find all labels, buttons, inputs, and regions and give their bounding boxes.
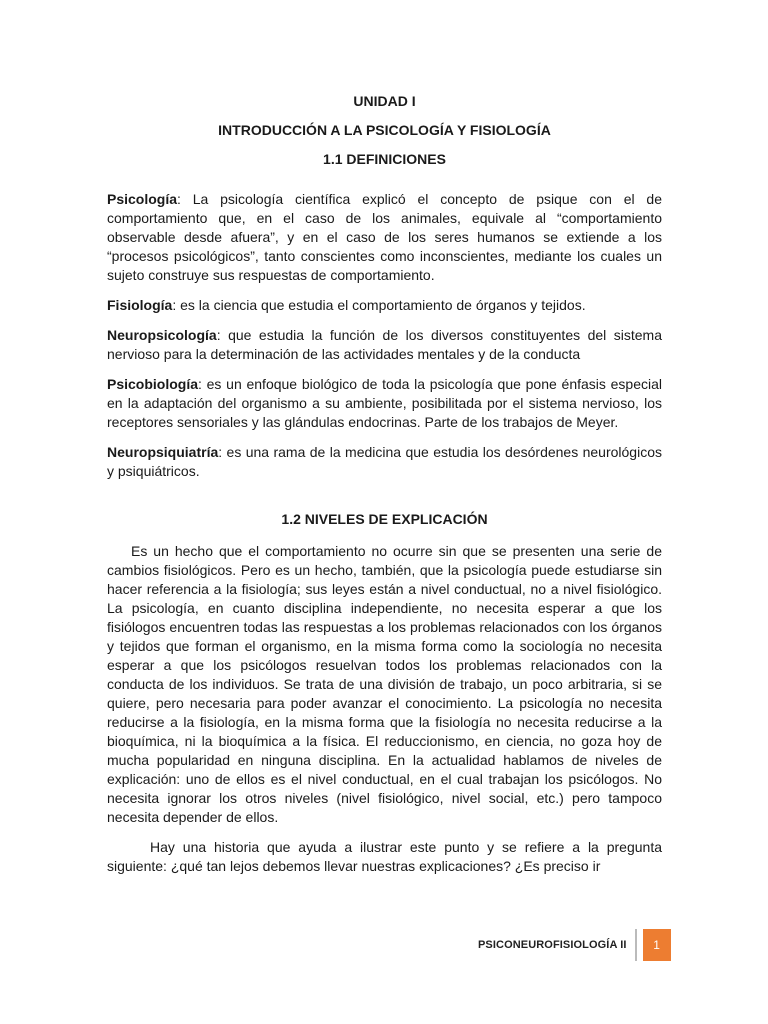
definition-term: Neuropsiquiatría (107, 444, 219, 460)
definition-text: : es un enfoque biológico de toda la psicología que pone énfasis especial en la adaptación del organismo a su ambiente, posibilitada por el sistema nervioso, los receptores sensoriales y las glándulas endocrinas. Parte de los trabajos de Meyer. (107, 376, 662, 430)
definition-neuropsiquiatria (107, 443, 662, 481)
definition-text: : que estudia la función de los diversos constituyentes del sistema nervioso para la determinación de las actividades mentales y de la conducta (107, 327, 662, 362)
footer-course-title: PSICONEUROFISIOLOGÍA II (478, 939, 627, 951)
chapter-title: INTRODUCCIÓN A LA PSICOLOGÍA Y FISIOLOGÍA (218, 122, 551, 138)
footer-divider (635, 929, 637, 961)
body-paragraph: Hay una historia que ayuda a ilustrar este punto y se refiere a la pregunta siguiente: ¿qué tan lejos debemos llevar nuestras explicaciones? ¿Es preciso ir (107, 839, 662, 874)
body-paragraph: Es un hecho que el comportamiento no ocurre sin que se presenten una serie de cambios fisiológicos. Pero es un hecho, también, que la psicología puede estudiarse sin hacer referencia a la fisiología; sus leyes están a nivel conductual, no a nivel fisiológico. La psicología, en cuanto disciplina independiente, no necesita esperar a que los fisiólogos encuentren todas las respuestas a los problemas relacionados con los órganos y tejidos que forman el organismo, en la misma forma como la sociología no necesita esperar a que los psicólogos resuelvan todos los problemas relacionados con la conducta de los individuos. Se trata de una división de trabajo, un poco arbitraria, si se quiere, pero necesaria para poder avanzar el conocimiento. La psicología no necesita reducirse a la fisiología, en la misma forma que la fisiología no necesita reducirse a la bioquímica, ni la bioquímica a la física. El reduccionismo, en ciencia, no goza hoy de mucha popularidad en ninguna disciplina. En la actualidad hablamos de niveles de explicación: uno de ellos es el nivel conductual, en el cual trabajan los psicólogos. No necesita ignorar los otros niveles (nivel fisiológico, nivel social, etc.) pero tampoco necesita depender de ellos. (107, 543, 662, 825)
page-footer (478, 929, 671, 961)
document-page (107, 92, 662, 887)
section-heading-niveles: 1.2 NIVELES DE EXPLICACIÓN (281, 511, 488, 527)
definition-term: Fisiología (107, 297, 173, 313)
definition-neuropsicologia (107, 326, 662, 364)
definition-psicobiologia (107, 375, 662, 432)
section-heading-definitions: 1.1 DEFINICIONES (323, 151, 446, 167)
definition-text: : es una rama de la medicina que estudia los desórdenes neurológicos y psiquiátricos. (107, 444, 662, 479)
definition-psicologia (107, 190, 662, 285)
page-number-badge: 1 (643, 929, 671, 961)
definition-fisiologia (107, 296, 662, 315)
definition-text: : es la ciencia que estudia el comportamiento de órganos y tejidos. (172, 297, 586, 313)
definition-term: Psicología (107, 191, 178, 207)
definition-term: Neuropsicología (107, 327, 217, 343)
definition-text: : La psicología científica explicó el concepto de psique con el de comportamiento que, en el caso de los animales, equivale al “comportamiento observable desde afuera”, y en el caso de los seres humanos se extiende a los “procesos psicológicos”, tanto conscientes como inconscientes, mediante los cuales un sujeto construye sus respuestas de comportamiento. (107, 191, 662, 283)
definition-term: Psicobiología (107, 376, 199, 392)
unit-heading: UNIDAD I (353, 93, 416, 109)
definitions-list (107, 190, 662, 481)
